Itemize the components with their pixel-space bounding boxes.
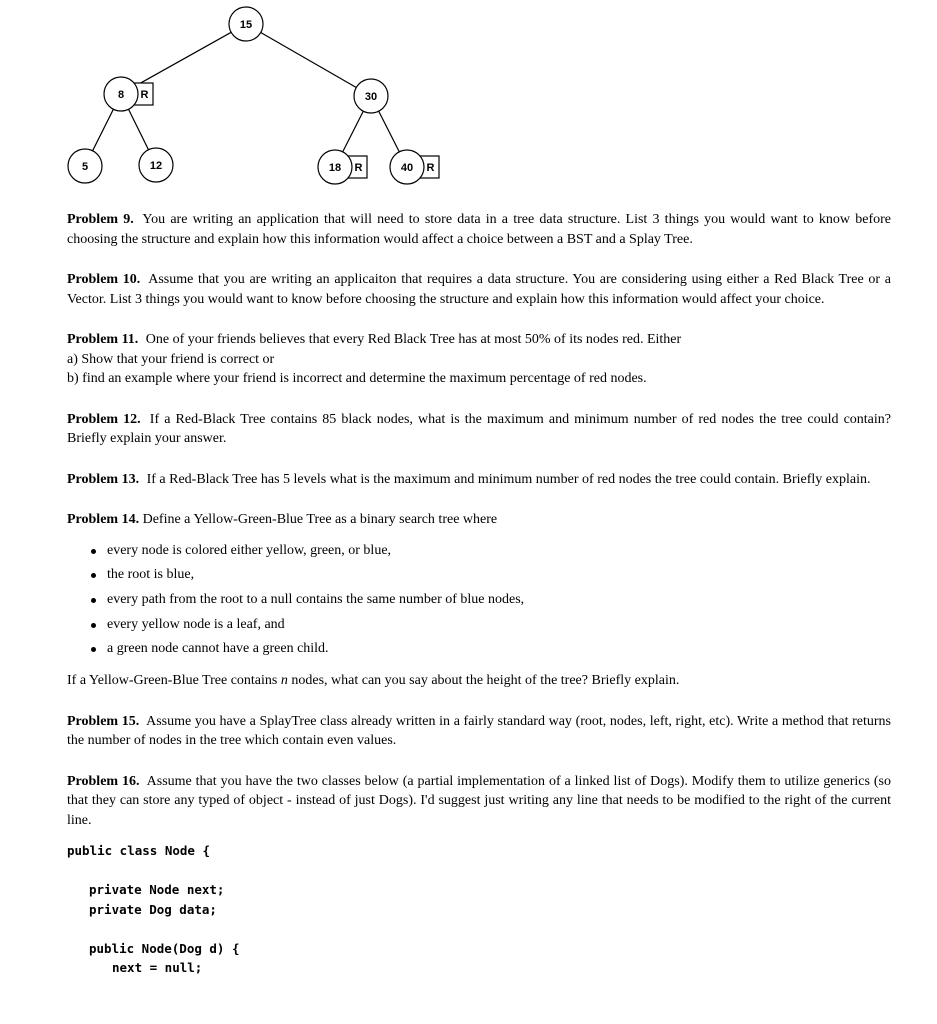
red-marker-label: R [140, 89, 149, 101]
problem-10 [67, 270, 891, 309]
problem-14-text: Define a Yellow-Green-Blue Tree as a binary search tree where [142, 512, 498, 527]
problem-12-label: Problem 12. [67, 411, 141, 427]
tree-edge [379, 111, 400, 152]
tree-edge [93, 109, 114, 151]
problem-11-label: Problem 11. [67, 332, 139, 347]
problem-14-closing-after: nodes, what can you say about the height of the tree? Briefly explain. [287, 673, 680, 689]
red-marker-label: R [354, 162, 363, 174]
tree-node-15 [229, 7, 263, 41]
problem-14-label: Problem 14. [67, 512, 140, 527]
problem-10-label: Problem 10. [67, 272, 141, 287]
tree-node-label: 8 [117, 89, 125, 101]
code-line: public Node(Dog d) { [89, 940, 240, 956]
tree-edge [136, 32, 231, 85]
tree-edge [343, 111, 364, 152]
tree-nodes [68, 7, 439, 184]
problem-16-label: Problem 16. [67, 773, 140, 789]
problem-16-text: Assume that you have the two classes below (a partial implementation of a linked list of Dogs). Modify them to utilize generics (so that they can store any typed of object - instead of just Dogs). I'd suggest just writing any line that needs to be modified to the right of the current line. [67, 773, 891, 828]
problem-13-text: If a Red-Black Tree has 5 levels what is the maximum and minimum number of red nodes the tree could contain. Briefly explain. [146, 471, 871, 487]
problem-15 [67, 712, 891, 751]
problem-13 [67, 470, 891, 490]
problem-list [67, 210, 891, 978]
tree-node-18 [318, 150, 367, 184]
tree-node-label: 5 [81, 161, 89, 173]
problem-11-option-b: b) find an example where your friend is incorrect and determine the maximum percentage of red nodes. [67, 371, 647, 386]
list-item: the root is blue, [91, 563, 891, 588]
tree-edge [129, 109, 149, 150]
code-line: public class Node { [67, 843, 210, 859]
tree-node-5 [68, 149, 102, 183]
list-item: every yellow node is a leaf, and [91, 613, 891, 638]
problem-14-bullet-list [67, 539, 891, 663]
problem-13-label: Problem 13. [67, 471, 140, 487]
code-line: private Node next; [89, 882, 225, 898]
problem-9-label: Problem 9. [67, 212, 134, 227]
code-line: private Dog data; [89, 901, 217, 917]
tree-node-12 [139, 148, 173, 182]
problem-9 [67, 210, 891, 249]
problem-16 [67, 772, 891, 831]
tree-node-30 [354, 79, 388, 113]
tree-edge [261, 32, 357, 87]
tree-node-40 [390, 150, 439, 184]
tree-node-label: 18 [328, 162, 342, 174]
list-item: every path from the root to a null contains the same number of blue nodes, [91, 588, 891, 613]
tree-node-label: 15 [239, 19, 253, 31]
problem-15-text: Assume you have a SplayTree class already written in a fairly standard way (root, nodes, left, right, etc). Write a method that returns the number of nodes in the tree which contain even values. [67, 713, 891, 749]
tree-node-8 [104, 77, 153, 111]
list-item: every node is colored either yellow, green, or blue, [91, 539, 891, 564]
tree-node-label: 30 [364, 91, 378, 103]
problem-14 [67, 510, 891, 530]
problem-11-text: One of your friends believes that every Red Black Tree has at most 50% of its nodes red. Either [145, 332, 682, 347]
code-line: next = null; [112, 960, 203, 976]
problem-9-text: You are writing an application that will need to store data in a tree data structure. List 3 things you would want to know before choosing the structure and explain how this information would affect a choice between a BST and a Splay Tree. [67, 212, 891, 247]
problem-12-text: If a Red-Black Tree contains 85 black nodes, what is the maximum and minimum number of red nodes the tree could contain? Briefly explain your answer. [67, 411, 891, 446]
problem-14-closing [67, 671, 891, 691]
problem-14-closing-var: n [280, 673, 288, 689]
problem-10-text: Assume that you are writing an applicaiton that requires a data structure. You are considering using either a Red Black Tree or a Vector. List 3 things you would want to know before choosing the structure and explain how this information would affect your choice. [67, 272, 892, 307]
problem-11-option-a: a) Show that your friend is correct or [67, 351, 275, 367]
list-item: a green node cannot have a green child. [91, 637, 891, 662]
tree-node-label: 40 [400, 162, 414, 174]
red-black-tree-diagram [0, 0, 937, 200]
problem-11 [67, 330, 891, 389]
problem-14-closing-before: If a Yellow-Green-Blue Tree contains [67, 673, 281, 689]
red-marker-label: R [426, 162, 435, 174]
code-block [67, 841, 891, 978]
problem-15-label: Problem 15. [67, 713, 140, 729]
tree-node-label: 12 [149, 160, 163, 172]
problem-12 [67, 410, 891, 449]
